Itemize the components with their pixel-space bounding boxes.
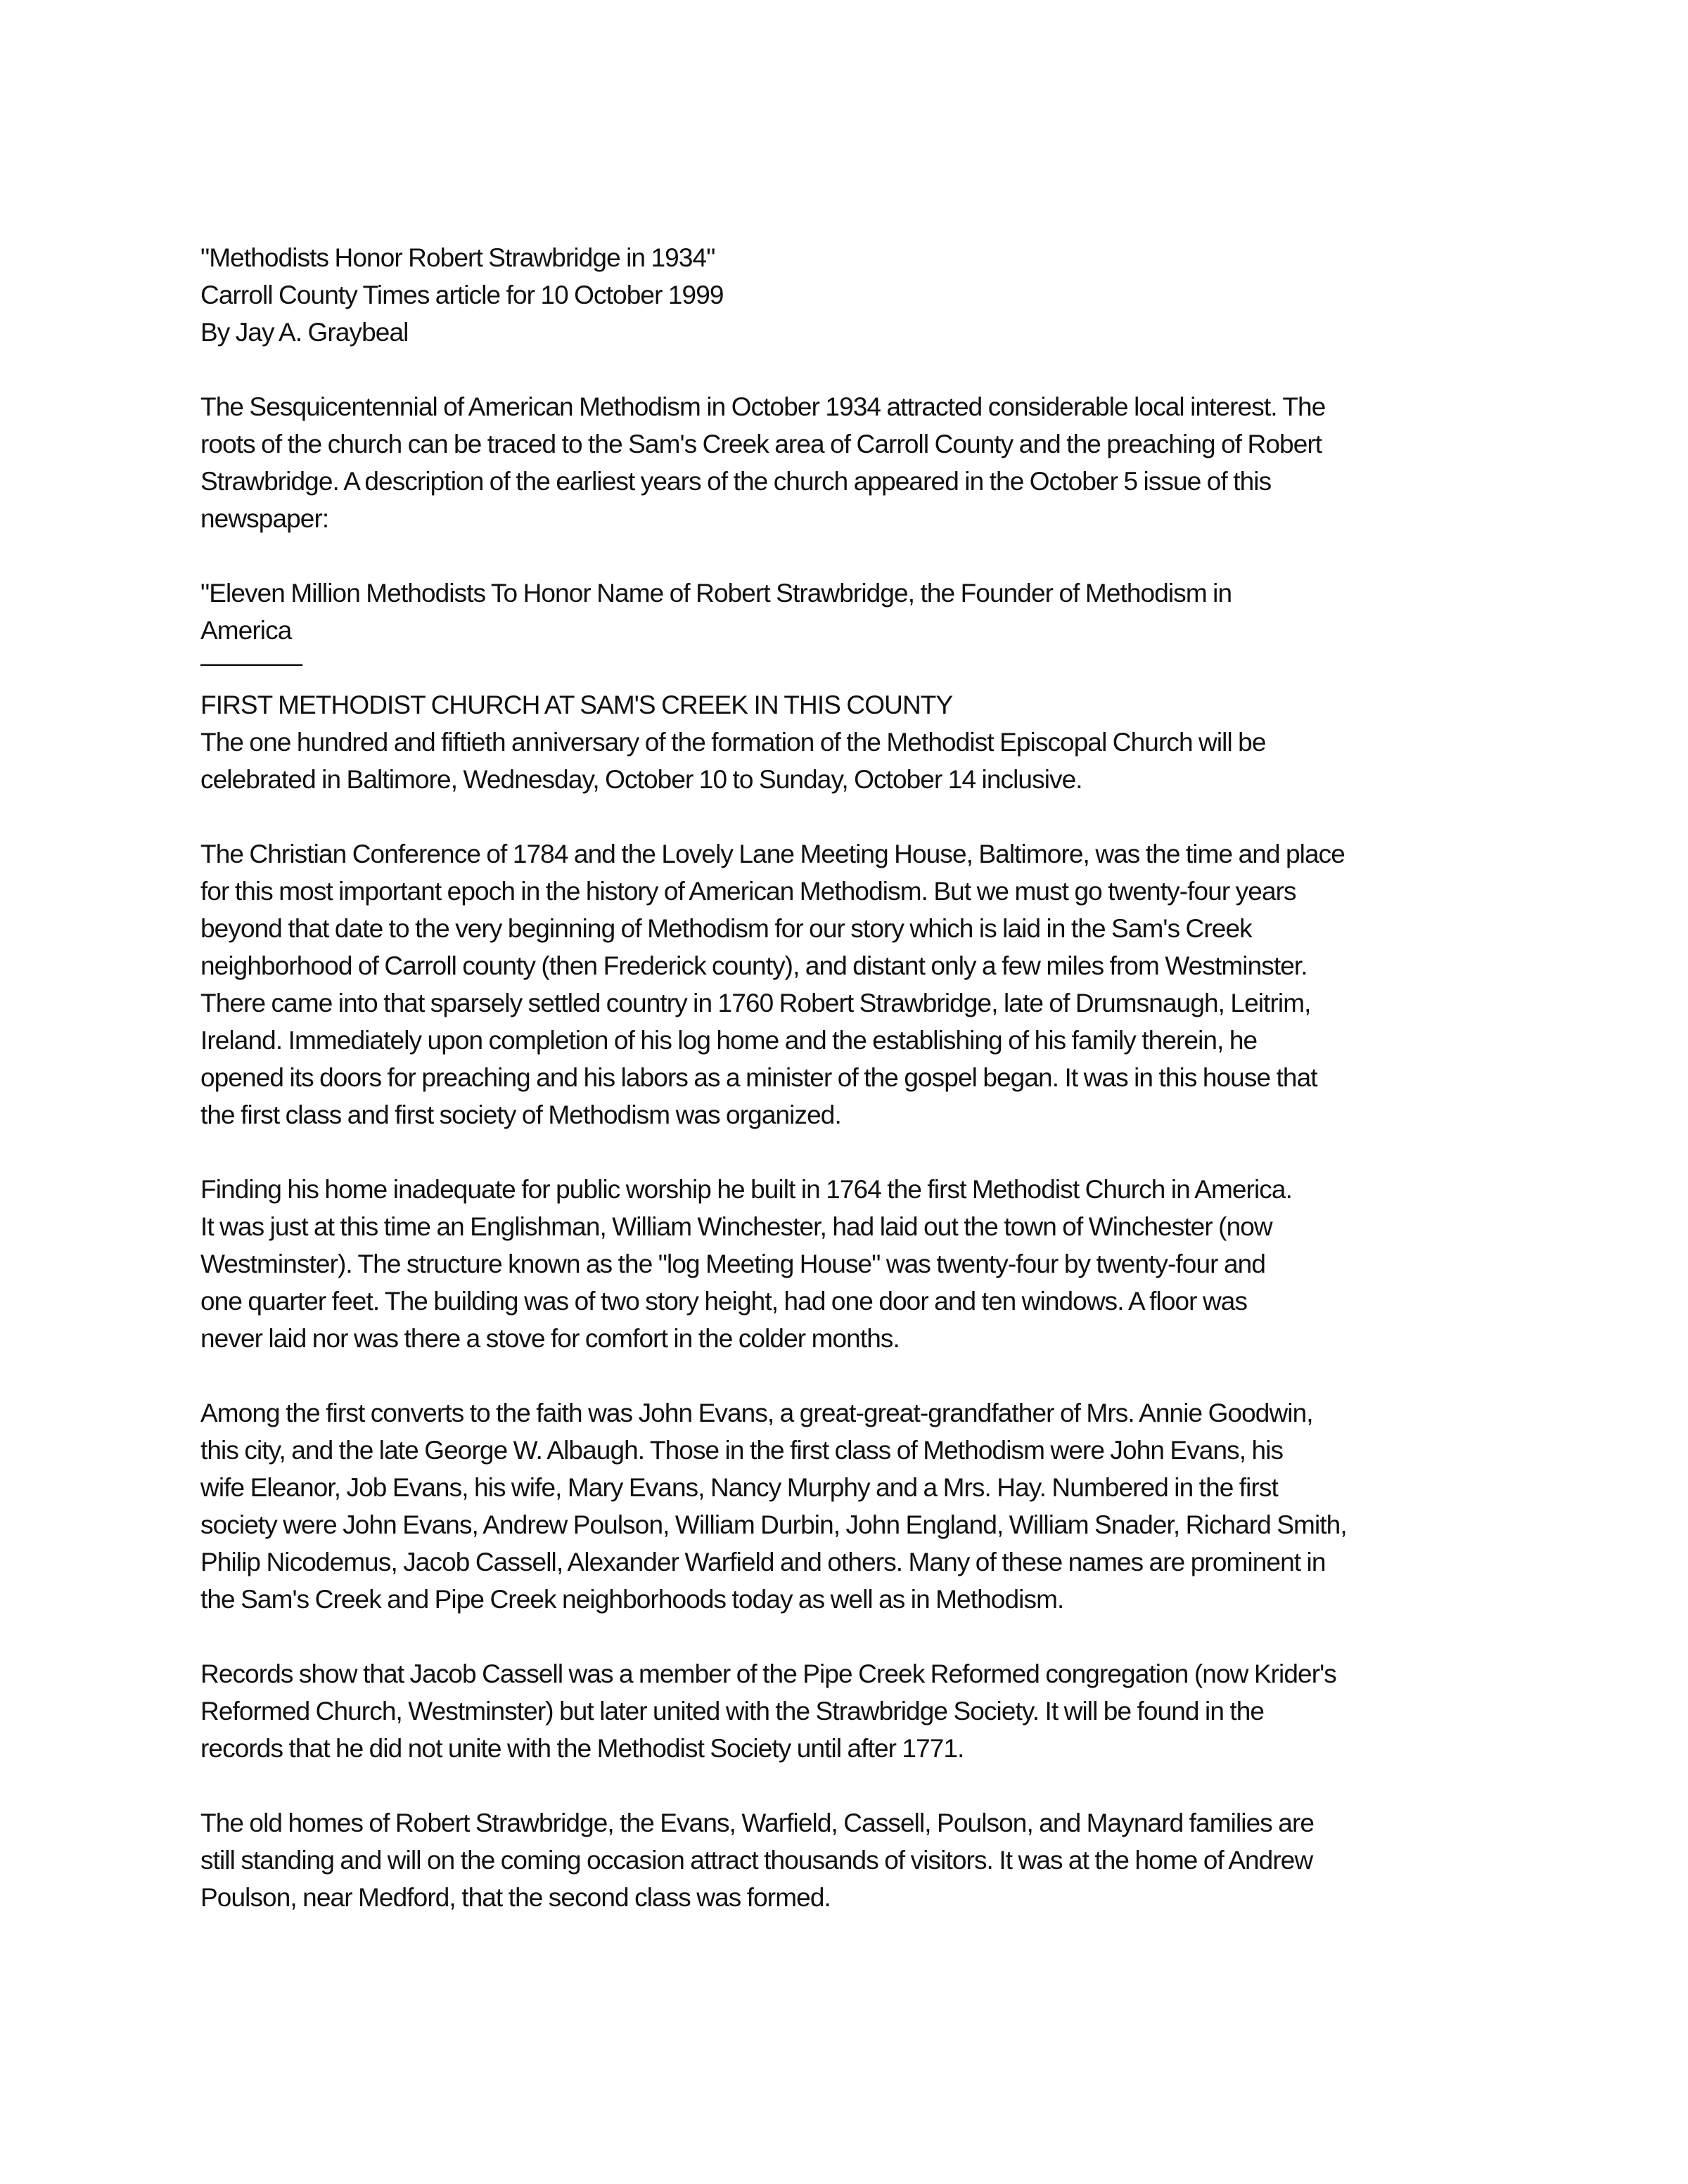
article-paragraphs xyxy=(200,724,1537,1916)
text-line: The old homes of Robert Strawbridge, the Evans, Warfield, Cassell, Poulson, and Maynard families are xyxy=(200,1809,1315,1837)
text-line: roots of the church can be traced to the Sam's Creek area of Carroll County and the preaching of Robert xyxy=(200,430,1322,458)
text-line: never laid nor was there a stove for comfort in the colder months. xyxy=(200,1324,900,1353)
text-line: It was just at this time an Englishman, William Winchester, had laid out the town of Winchester (now xyxy=(200,1212,1272,1241)
text-line: the Sam's Creek and Pipe Creek neighborhoods today as well as in Methodism. xyxy=(200,1585,1064,1614)
intro-paragraph xyxy=(200,388,1537,537)
paragraph xyxy=(200,1171,1537,1357)
paragraph xyxy=(200,1804,1537,1916)
text-line: Strawbridge. A description of the earliest years of the church appeared in the October 5 issue of this xyxy=(200,467,1272,496)
text-line: opened its doors for preaching and his labors as a minister of the gospel began. It was in this house that xyxy=(200,1063,1317,1092)
text-line: wife Eleanor, Job Evans, his wife, Mary Evans, Nancy Murphy and a Mrs. Hay. Numbered in the first xyxy=(200,1473,1278,1502)
paragraph xyxy=(200,1394,1537,1618)
text-line: society were John Evans, Andrew Poulson, William Durbin, John England, William Snader, Richard Smith, xyxy=(200,1510,1347,1539)
text-line: for this most important epoch in the history of American Methodism. But we must go twenty-four years xyxy=(200,877,1296,906)
text-line: Ireland. Immediately upon completion of his log home and the establishing of his family therein, he xyxy=(200,1026,1258,1055)
article-byline: By Jay A. Graybeal xyxy=(200,318,409,347)
paragraph xyxy=(200,724,1537,798)
subheading: FIRST METHODIST CHURCH AT SAM'S CREEK IN THIS COUNTY xyxy=(200,690,953,719)
quoted-headline xyxy=(200,574,1537,649)
text-line: The one hundred and fiftieth anniversary of the formation of the Methodist Episcopal Church will be xyxy=(200,728,1266,757)
text-line: newspaper: xyxy=(200,504,329,533)
text-line: celebrated in Baltimore, Wednesday, October 10 to Sunday, October 14 inclusive. xyxy=(200,765,1082,794)
text-line: the first class and first society of Methodism was organized. xyxy=(200,1100,841,1129)
text-line: Philip Nicodemus, Jacob Cassell, Alexander Warfield and others. Many of these names are prominent in xyxy=(200,1548,1326,1576)
text-line: Poulson, near Medford, that the second class was formed. xyxy=(200,1883,831,1912)
text-line: Records show that Jacob Cassell was a member of the Pipe Creek Reformed congregation (now Krider's xyxy=(200,1659,1336,1688)
separator: ———— xyxy=(200,648,302,677)
paragraph xyxy=(200,1655,1537,1767)
text-line: Finding his home inadequate for public worship he built in 1764 the first Methodist Church in America. xyxy=(200,1175,1292,1204)
text-line: neighborhood of Carroll county (then Frederick county), and distant only a few miles from Westminster. xyxy=(200,951,1307,980)
text-line: "Eleven Million Methodists To Honor Name of Robert Strawbridge, the Founder of Methodism in xyxy=(200,579,1232,608)
text-line: beyond that date to the very beginning of Methodism for our story which is laid in the Sam's Creek xyxy=(200,914,1252,943)
text-line: America xyxy=(200,616,292,645)
text-line: records that he did not unite with the Methodist Society until after 1771. xyxy=(200,1734,964,1763)
text-line: The Sesquicentennial of American Methodism in October 1934 attracted considerable local interest. The xyxy=(200,392,1326,421)
text-line: Reformed Church, Westminster) but later united with the Strawbridge Society. It will be found in the xyxy=(200,1697,1265,1726)
text-line: There came into that sparsely settled country in 1760 Robert Strawbridge, late of Drumsnaugh, Leitrim, xyxy=(200,989,1311,1017)
text-line: this city, and the late George W. Albaugh. Those in the first class of Methodism were John Evans, his xyxy=(200,1436,1284,1465)
document-body xyxy=(200,239,1537,1953)
text-line: The Christian Conference of 1784 and the Lovely Lane Meeting House, Baltimore, was the time and place xyxy=(200,840,1345,868)
text-line: still standing and will on the coming occasion attract thousands of visitors. It was at the home of Andrew xyxy=(200,1846,1313,1875)
text-line: one quarter feet. The building was of two story height, had one door and ten windows. A floor was xyxy=(200,1287,1248,1316)
paragraph xyxy=(200,835,1537,1133)
text-line: Among the first converts to the faith was John Evans, a great-great-grandfather of Mrs. Annie Goodwin, xyxy=(200,1399,1313,1427)
text-line: Westminster). The structure known as the "log Meeting House" was twenty-four by twenty-four and xyxy=(200,1250,1265,1278)
article-source: Carroll County Times article for 10 October 1999 xyxy=(200,281,724,309)
article-title: "Methodists Honor Robert Strawbridge in 1934" xyxy=(200,243,715,272)
article-header xyxy=(200,239,1537,351)
